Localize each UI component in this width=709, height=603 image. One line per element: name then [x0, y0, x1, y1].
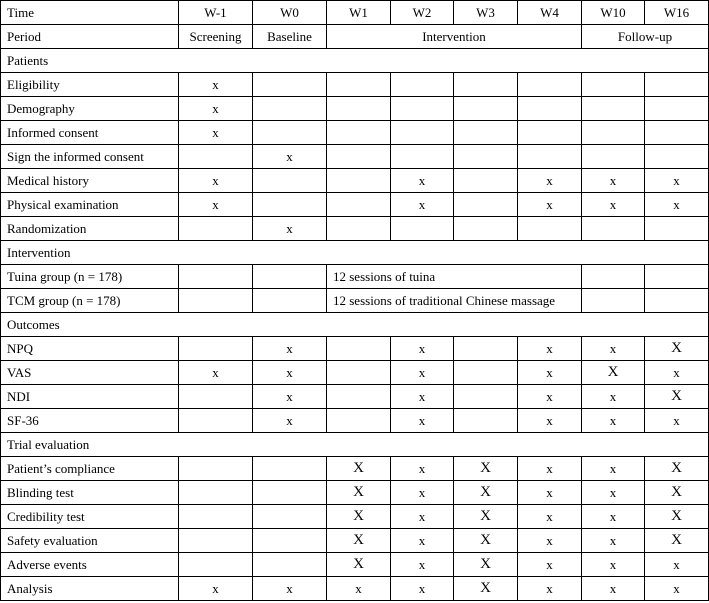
row-label: Physical examination	[1, 193, 179, 217]
schedule-cell	[253, 529, 327, 553]
schedule-cell: x	[645, 553, 709, 577]
schedule-cell: X	[454, 457, 518, 481]
schedule-cell: x	[253, 577, 327, 601]
schedule-row	[1, 385, 709, 409]
schedule-cell	[454, 385, 518, 409]
schedule-row	[1, 481, 709, 505]
schedule-cell: x	[518, 505, 582, 529]
schedule-cell: x	[179, 193, 253, 217]
row-label: Demography	[1, 97, 179, 121]
schedule-cell: x	[391, 481, 454, 505]
schedule-cell: x	[582, 457, 645, 481]
schedule-cell	[645, 217, 709, 241]
schedule-cell	[454, 217, 518, 241]
period-intervention: Intervention	[327, 25, 582, 49]
schedule-cell: x	[582, 577, 645, 601]
schedule-cell	[179, 337, 253, 361]
schedule-cell	[179, 145, 253, 169]
week-header: W4	[518, 1, 582, 25]
row-label: Medical history	[1, 169, 179, 193]
schedule-cell	[645, 145, 709, 169]
schedule-row	[1, 361, 709, 385]
schedule-cell: x	[391, 385, 454, 409]
row-label: NDI	[1, 385, 179, 409]
schedule-cell	[391, 145, 454, 169]
schedule-cell: x	[518, 193, 582, 217]
row-label: Sign the informed consent	[1, 145, 179, 169]
schedule-cell: X	[327, 529, 391, 553]
schedule-cell	[582, 289, 645, 313]
schedule-cell: X	[454, 481, 518, 505]
schedule-cell	[582, 73, 645, 97]
section-heading: Outcomes	[1, 313, 709, 337]
schedule-cell: x	[391, 577, 454, 601]
schedule-cell: x	[391, 505, 454, 529]
time-label: Time	[1, 1, 179, 25]
schedule-row	[1, 577, 709, 601]
schedule-row	[1, 337, 709, 361]
schedule-cell	[454, 361, 518, 385]
row-label: TCM group (n = 178)	[1, 289, 179, 313]
schedule-cell	[179, 217, 253, 241]
schedule-row	[1, 217, 709, 241]
schedule-cell	[391, 121, 454, 145]
schedule-cell	[518, 73, 582, 97]
schedule-cell	[454, 409, 518, 433]
schedule-cell: x	[518, 553, 582, 577]
schedule-cell: X	[327, 505, 391, 529]
schedule-cell: x	[582, 505, 645, 529]
week-header: W0	[253, 1, 327, 25]
schedule-row	[1, 193, 709, 217]
table-body	[1, 1, 709, 601]
schedule-cell	[253, 169, 327, 193]
schedule-cell	[253, 97, 327, 121]
schedule-cell	[327, 73, 391, 97]
week-header: W2	[391, 1, 454, 25]
schedule-cell: x	[518, 577, 582, 601]
schedule-cell	[253, 505, 327, 529]
schedule-cell: x	[179, 73, 253, 97]
schedule-cell: X	[454, 577, 518, 601]
schedule-cell	[645, 265, 709, 289]
schedule-row	[1, 145, 709, 169]
row-label: Analysis	[1, 577, 179, 601]
schedule-cell: x	[253, 409, 327, 433]
schedule-cell	[518, 145, 582, 169]
week-header: W-1	[179, 1, 253, 25]
schedule-cell	[327, 193, 391, 217]
schedule-cell: x	[391, 457, 454, 481]
schedule-cell	[391, 73, 454, 97]
schedule-row	[1, 73, 709, 97]
schedule-cell: x	[582, 553, 645, 577]
schedule-cell	[582, 97, 645, 121]
schedule-cell	[327, 169, 391, 193]
schedule-cell	[179, 553, 253, 577]
schedule-cell: x	[582, 409, 645, 433]
schedule-cell	[179, 409, 253, 433]
time-header-row	[1, 1, 709, 25]
schedule-cell	[582, 265, 645, 289]
schedule-cell	[327, 217, 391, 241]
schedule-cell: x	[391, 529, 454, 553]
schedule-cell: X	[454, 529, 518, 553]
schedule-cell: x	[518, 169, 582, 193]
schedule-cell	[454, 121, 518, 145]
schedule-cell: x	[179, 169, 253, 193]
row-label: SF-36	[1, 409, 179, 433]
row-label: Randomization	[1, 217, 179, 241]
schedule-row	[1, 529, 709, 553]
period-baseline: Baseline	[253, 25, 327, 49]
schedule-cell: x	[391, 337, 454, 361]
row-label: Patient’s compliance	[1, 457, 179, 481]
row-label: NPQ	[1, 337, 179, 361]
schedule-cell: x	[253, 337, 327, 361]
schedule-cell: x	[253, 385, 327, 409]
schedule-cell	[179, 481, 253, 505]
schedule-cell: x	[582, 481, 645, 505]
schedule-cell: X	[327, 457, 391, 481]
schedule-cell	[454, 145, 518, 169]
schedule-cell: x	[518, 361, 582, 385]
schedule-cell	[454, 73, 518, 97]
schedule-cell	[518, 217, 582, 241]
schedule-cell: X	[645, 529, 709, 553]
schedule-cell: x	[391, 193, 454, 217]
schedule-cell	[327, 361, 391, 385]
schedule-cell	[179, 385, 253, 409]
schedule-cell	[253, 73, 327, 97]
schedule-row	[1, 121, 709, 145]
schedule-cell: x	[518, 409, 582, 433]
section-row	[1, 433, 709, 457]
schedule-cell	[253, 289, 327, 313]
schedule-cell: x	[645, 169, 709, 193]
row-label: Safety evaluation	[1, 529, 179, 553]
schedule-cell: x	[179, 577, 253, 601]
schedule-cell	[582, 217, 645, 241]
schedule-cell: x	[518, 337, 582, 361]
schedule-cell: x	[518, 457, 582, 481]
schedule-cell: x	[253, 361, 327, 385]
schedule-cell	[454, 337, 518, 361]
section-row	[1, 49, 709, 73]
schedule-row	[1, 553, 709, 577]
schedule-cell	[179, 289, 253, 313]
schedule-cell	[391, 97, 454, 121]
schedule-cell: x	[582, 193, 645, 217]
schedule-cell: x	[179, 97, 253, 121]
schedule-cell	[645, 289, 709, 313]
schedule-cell	[645, 97, 709, 121]
schedule-cell: X	[645, 337, 709, 361]
schedule-cell	[582, 121, 645, 145]
schedule-cell: x	[582, 529, 645, 553]
section-heading: Patients	[1, 49, 709, 73]
schedule-cell: x	[179, 121, 253, 145]
period-follow-up: Follow-up	[582, 25, 709, 49]
schedule-cell	[253, 265, 327, 289]
schedule-cell: X	[645, 505, 709, 529]
week-header: W16	[645, 1, 709, 25]
schedule-row	[1, 457, 709, 481]
schedule-cell	[645, 121, 709, 145]
row-label: Informed consent	[1, 121, 179, 145]
row-label: Credibility test	[1, 505, 179, 529]
schedule-cell	[253, 481, 327, 505]
row-label: VAS	[1, 361, 179, 385]
schedule-row	[1, 97, 709, 121]
schedule-cell	[253, 457, 327, 481]
schedule-cell	[327, 337, 391, 361]
schedule-cell: x	[582, 337, 645, 361]
schedule-cell: x	[645, 193, 709, 217]
row-label: Tuina group (n = 178)	[1, 265, 179, 289]
schedule-cell	[518, 121, 582, 145]
schedule-cell	[253, 553, 327, 577]
schedule-cell: x	[391, 169, 454, 193]
schedule-cell	[454, 169, 518, 193]
intervention-row	[1, 265, 709, 289]
schedule-row	[1, 169, 709, 193]
schedule-row	[1, 409, 709, 433]
schedule-cell	[179, 505, 253, 529]
schedule-cell	[327, 385, 391, 409]
schedule-cell: X	[645, 457, 709, 481]
schedule-cell: x	[253, 145, 327, 169]
schedule-cell: x	[582, 385, 645, 409]
schedule-cell	[327, 145, 391, 169]
schedule-row	[1, 505, 709, 529]
period-label: Period	[1, 25, 179, 49]
schedule-cell: x	[645, 361, 709, 385]
schedule-cell: x	[391, 361, 454, 385]
section-row	[1, 313, 709, 337]
schedule-cell	[253, 193, 327, 217]
schedule-cell	[391, 217, 454, 241]
section-heading: Intervention	[1, 241, 709, 265]
schedule-cell	[179, 529, 253, 553]
schedule-cell: x	[391, 553, 454, 577]
schedule-cell: x	[645, 409, 709, 433]
schedule-cell: X	[454, 505, 518, 529]
section-row	[1, 241, 709, 265]
schedule-cell	[645, 73, 709, 97]
schedule-cell: x	[582, 169, 645, 193]
section-heading: Trial evaluation	[1, 433, 709, 457]
schedule-cell: X	[327, 553, 391, 577]
schedule-cell: X	[582, 361, 645, 385]
schedule-cell: x	[327, 577, 391, 601]
schedule-cell: x	[518, 385, 582, 409]
intervention-description: 12 sessions of traditional Chinese massage	[327, 289, 582, 313]
row-label: Eligibility	[1, 73, 179, 97]
intervention-row	[1, 289, 709, 313]
schedule-cell: x	[645, 577, 709, 601]
schedule-cell: x	[518, 481, 582, 505]
schedule-cell	[179, 265, 253, 289]
schedule-cell	[179, 457, 253, 481]
schedule-cell: X	[327, 481, 391, 505]
schedule-cell	[327, 97, 391, 121]
week-header: W3	[454, 1, 518, 25]
week-header: W10	[582, 1, 645, 25]
schedule-cell	[253, 121, 327, 145]
schedule-cell	[327, 409, 391, 433]
schedule-cell: X	[454, 553, 518, 577]
row-label: Adverse events	[1, 553, 179, 577]
schedule-cell	[454, 97, 518, 121]
schedule-cell: X	[645, 481, 709, 505]
schedule-cell	[582, 145, 645, 169]
period-screening: Screening	[179, 25, 253, 49]
intervention-description: 12 sessions of tuina	[327, 265, 582, 289]
schedule-cell	[327, 121, 391, 145]
row-label: Blinding test	[1, 481, 179, 505]
schedule-cell: x	[518, 529, 582, 553]
schedule-cell: X	[645, 385, 709, 409]
period-header-row	[1, 25, 709, 49]
schedule-cell: x	[179, 361, 253, 385]
week-header: W1	[327, 1, 391, 25]
schedule-cell	[518, 97, 582, 121]
schedule-cell	[454, 193, 518, 217]
schedule-cell: x	[253, 217, 327, 241]
schedule-cell: x	[391, 409, 454, 433]
